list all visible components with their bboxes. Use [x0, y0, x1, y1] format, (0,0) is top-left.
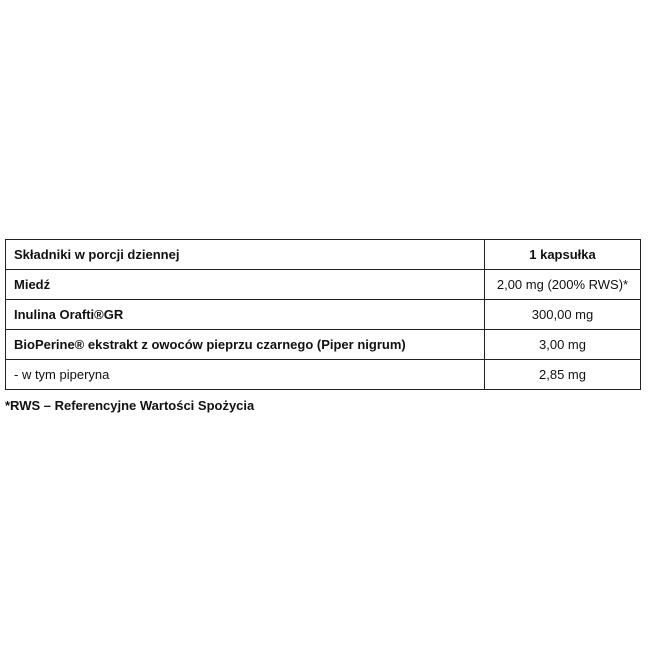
footnote: *RWS – Referencyjne Wartości Spożycia [5, 398, 255, 413]
row-value: 300,00 mg [485, 300, 641, 330]
row-value: 2,00 mg (200% RWS)* [485, 270, 641, 300]
nutrition-panel [5, 239, 641, 413]
row-name: BioPerine® ekstrakt z owoców pieprzu czarnego (Piper nigrum) [6, 330, 485, 360]
row-value: 2,85 mg [485, 360, 641, 390]
row-value: 3,00 mg [485, 330, 641, 360]
table-row [6, 330, 641, 360]
table-row [6, 270, 641, 300]
table-header-row [6, 240, 641, 270]
nutrition-table [5, 239, 641, 390]
header-portion: 1 kapsułka [485, 240, 641, 270]
table-row [6, 360, 641, 390]
table-row [6, 300, 641, 330]
row-name: Miedź [6, 270, 485, 300]
row-name: Inulina Orafti®GR [6, 300, 485, 330]
header-ingredient: Składniki w porcji dziennej [6, 240, 485, 270]
row-name: - w tym piperyna [6, 360, 485, 390]
